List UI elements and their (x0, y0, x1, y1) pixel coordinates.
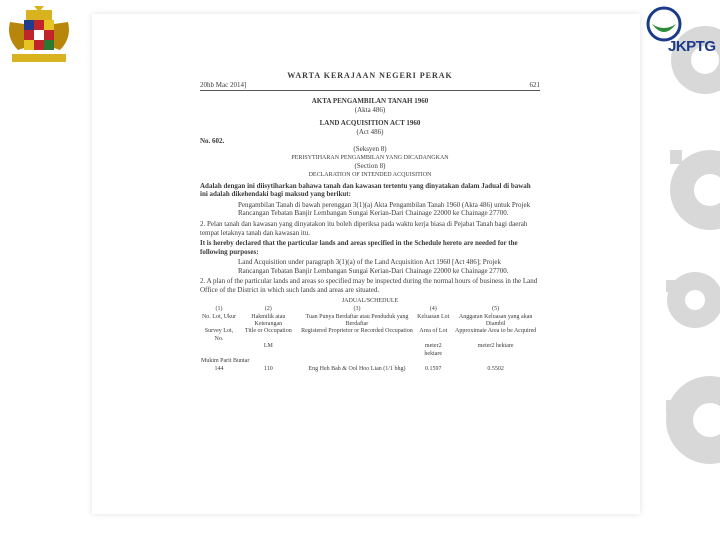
act-number-english: (Act 486) (356, 127, 384, 136)
coat-of-arms-logo (4, 4, 74, 68)
unit-cell: LM (263, 343, 273, 350)
col-header: Survey Lot, No. (204, 328, 234, 342)
schedule-title: JADUAL/SCHEDULE (341, 297, 399, 304)
column-headers-english (200, 328, 540, 343)
col-number: (1) (215, 306, 223, 313)
section-malay: (Seksyen 8) (353, 145, 387, 154)
area-cell: 0.1597 (425, 365, 442, 372)
col-number: (4) (429, 306, 437, 313)
gazette-document (200, 72, 540, 472)
unit-cell: meter2 hektare (424, 343, 443, 357)
declaration-title-english: DECLARATION OF INTENDED ACQUISITION (308, 171, 432, 178)
column-headers-malay (200, 314, 540, 329)
gazette-date: 20hb Mac 2014] (200, 80, 247, 89)
act-number-malay: (Akta 486) (354, 105, 386, 114)
act-title-english: LAND ACQUISITION ACT 1960 (319, 119, 421, 128)
declaration-title-malay: PERISYTIHARAN PENGAMBILAN YANG DICADANGKAN (291, 154, 449, 161)
purpose-malay: Pengambilan Tanah di bawah perenggan 3(1)(a) Akta Pengambilan Tanah 1960 (Akta 486) untuk Projek Rancangan Tebatan Banjir Lembangan Sungai Kerian-Dari Chainage 22000 ke Chainage 27700. (238, 200, 531, 218)
schedule-table (200, 306, 540, 373)
paragraph2-malay: 2. Pelan tanah dan kawasan yang dinyatakon itu boleh diperiksa pada waktu kerja biasa di Pejabat Tanah bagi daerah tempat letaknya tanah dan kawasan itu. (200, 219, 528, 237)
col-header: Hakmilik atau Keterangan (251, 313, 286, 328)
table-row (200, 366, 540, 373)
units-row (200, 343, 540, 358)
col-number: (2) (264, 306, 272, 313)
paragraph2-english: 2. A plan of the particular lands and areas so specified may be inspected during the normal hours of business in the Land Office of the District in which such lands and areas are situated. (200, 277, 538, 295)
unit-cell (299, 343, 415, 358)
unit-cell (200, 343, 238, 358)
purpose-english: Land Acquisition under paragraph 3(1)(a) of the Land Acquisition Act 1960 [Act 486]; Projek Rancangan Tebatan Banjir Lembangan Sungai Kerian-Dari Chainage 22000 ke Chainage 27700. (238, 258, 509, 275)
col-header: No. Lot, Ukur (201, 313, 236, 320)
page-number: 621 (529, 80, 540, 89)
jkptg-logo (642, 4, 720, 64)
proprietor-cell: Eng Heh Bah & Ool Hoo Lian (1/1 bhg) (308, 365, 406, 372)
notice-number: No. 602. (200, 136, 225, 145)
column-numbers-row (200, 306, 540, 313)
paragraph-malay: Adalah dengan ini diisytiharkan bahawa tanah dan kawasan tertentu yang dinyatakan dalam Jadual di bawah ini adalah dikehendaki bagi maksud yang berikut: (200, 181, 531, 199)
act-title-malay: AKTA PENGAMBILAN TANAH 1960 (311, 97, 429, 106)
lot-cell: 144 (214, 365, 224, 372)
col-header: Area of Lot (419, 328, 448, 335)
mukim-label: Mukim Parit Buntar (201, 358, 250, 365)
col-number: (3) (353, 306, 361, 313)
section-english: (Section 8) (354, 162, 386, 171)
col-number: (5) (492, 306, 500, 313)
title-cell: 110 (263, 365, 273, 372)
col-header: Keluasan Lot (417, 313, 450, 320)
col-header: Approximate Area to be Acquired (454, 328, 537, 335)
col-header: Tuan Punya Berdaftar atau Penduduk yang Berdaftar (305, 313, 409, 328)
paragraph-english: It is hereby declared that the particular lands and areas specified in the Schedule hereto are needed for the following purposes: (200, 239, 518, 256)
acquired-area-cell: 0.5502 (487, 365, 504, 372)
jkptg-wordmark: JKPTG (668, 38, 716, 55)
gazette-title: WARTA KERAJAAN NEGERI PERAK (287, 71, 453, 80)
unit-cell: meter2 hektare (477, 343, 514, 350)
col-header: Title or Occupation (244, 328, 292, 335)
col-header: Registered Proprietor or Recorded Occupation (301, 328, 413, 335)
mukim-row (200, 358, 540, 365)
col-header: Anggaran Keluasan yang akan Diambil (458, 313, 533, 328)
